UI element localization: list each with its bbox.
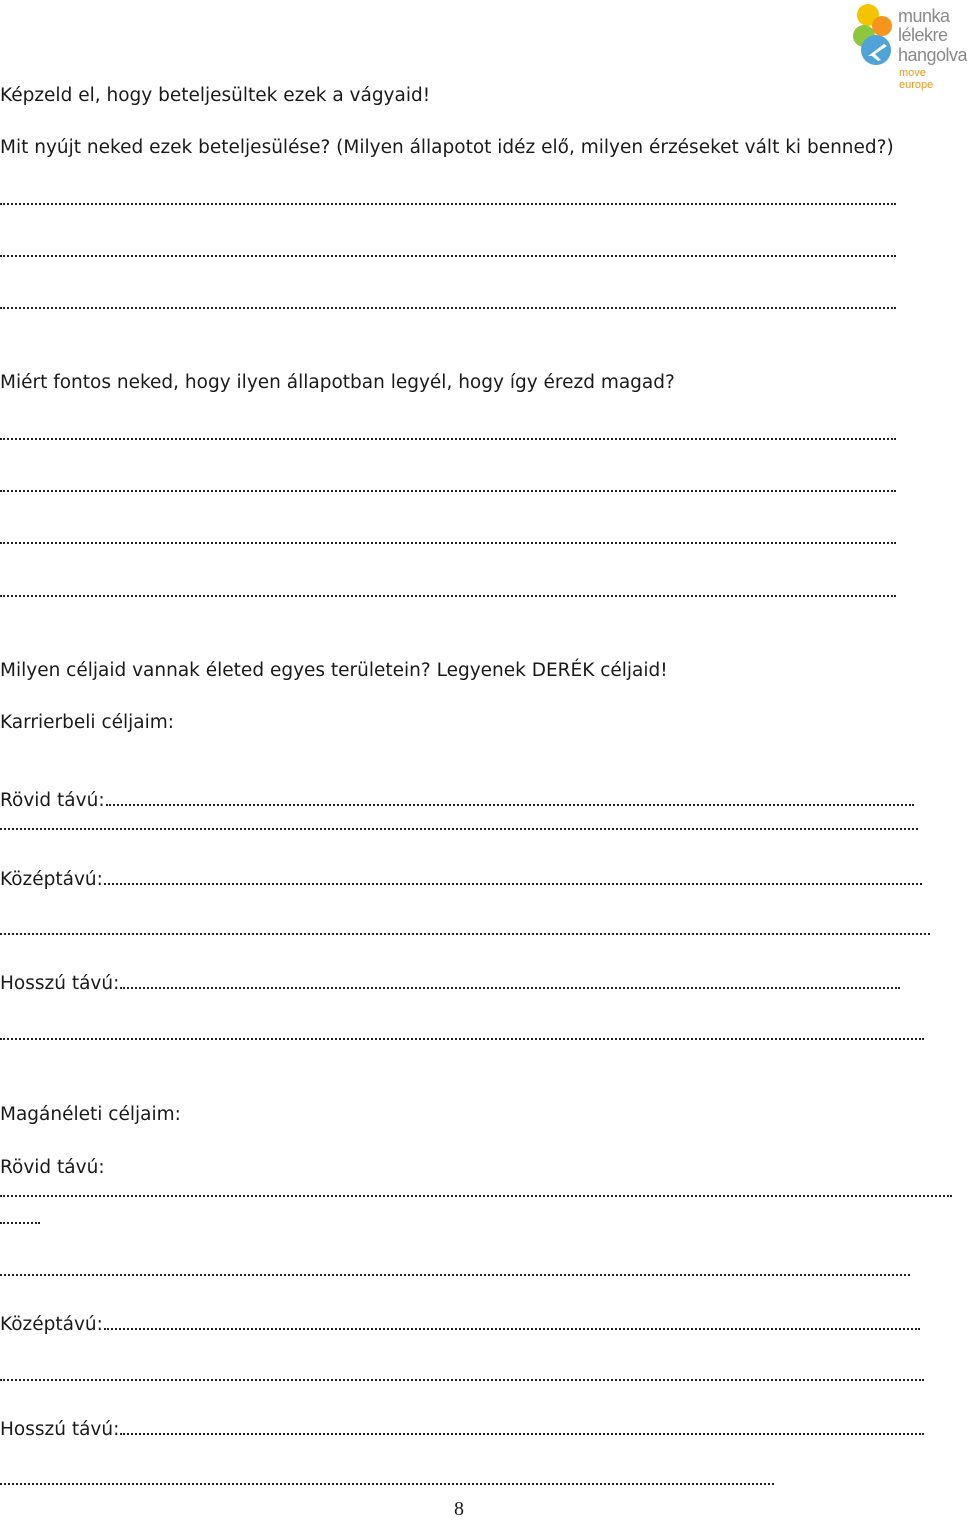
private-goals-heading: Magánéleti céljaim: — [0, 1104, 181, 1125]
answer-line[interactable] — [0, 488, 896, 492]
career-long-term-row — [0, 972, 900, 996]
logo-text-line3: hangolva — [898, 45, 967, 65]
answer-line[interactable] — [0, 1272, 910, 1276]
answer-line[interactable] — [0, 201, 896, 205]
private-long-term-label: Hosszú távú: — [0, 1419, 120, 1440]
answer-line[interactable] — [0, 1220, 40, 1224]
answer-line[interactable] — [0, 826, 918, 830]
answer-line[interactable] — [0, 305, 896, 309]
career-short-term-row — [0, 789, 914, 813]
answer-line[interactable] — [0, 253, 896, 257]
logo-tagline: move europe — [899, 67, 934, 91]
private-mid-term-row — [0, 1313, 920, 1337]
private-mid-term-label: Középtávú: — [0, 1314, 103, 1335]
career-short-term-label: Rövid távú: — [0, 790, 105, 811]
answer-line[interactable] — [0, 1036, 924, 1040]
page-number: 8 — [454, 1498, 464, 1520]
private-short-term-label: Rövid távú: — [0, 1157, 105, 1178]
answer-line[interactable] — [120, 1431, 924, 1435]
answer-line[interactable] — [0, 1377, 924, 1381]
answer-line[interactable] — [104, 1326, 920, 1330]
question-3: Milyen céljaid vannak életed egyes területein? Legyenek DERÉK céljaid! — [0, 660, 668, 681]
logo-orange-circle — [872, 16, 892, 36]
answer-line[interactable] — [120, 985, 900, 989]
logo-text-line1: munka — [898, 6, 950, 26]
career-mid-term-row — [0, 868, 922, 892]
question-2: Miért fontos neked, hogy ilyen állapotban legyél, hogy így érezd magad? — [0, 372, 675, 393]
answer-line[interactable] — [0, 1193, 952, 1197]
answer-line[interactable] — [0, 593, 896, 597]
intro-text: Képzeld el, hogy beteljesültek ezek a vágyaid! — [0, 85, 431, 106]
answer-line[interactable] — [0, 931, 930, 935]
answer-line[interactable] — [0, 436, 896, 440]
answer-line[interactable] — [106, 802, 914, 806]
question-1: Mit nyújt neked ezek beteljesülése? (Milyen állapotot idéz elő, milyen érzéseket vált ki benned?) — [0, 137, 894, 158]
private-long-term-row — [0, 1418, 924, 1442]
logo-text-line2: lélekre — [898, 25, 948, 45]
career-goals-heading: Karrierbeli céljaim: — [0, 712, 175, 733]
career-long-term-label: Hosszú távú: — [0, 973, 120, 994]
answer-line[interactable] — [0, 1481, 774, 1485]
career-mid-term-label: Középtávú: — [0, 869, 103, 890]
answer-line[interactable] — [0, 540, 896, 544]
answer-line[interactable] — [104, 881, 922, 885]
